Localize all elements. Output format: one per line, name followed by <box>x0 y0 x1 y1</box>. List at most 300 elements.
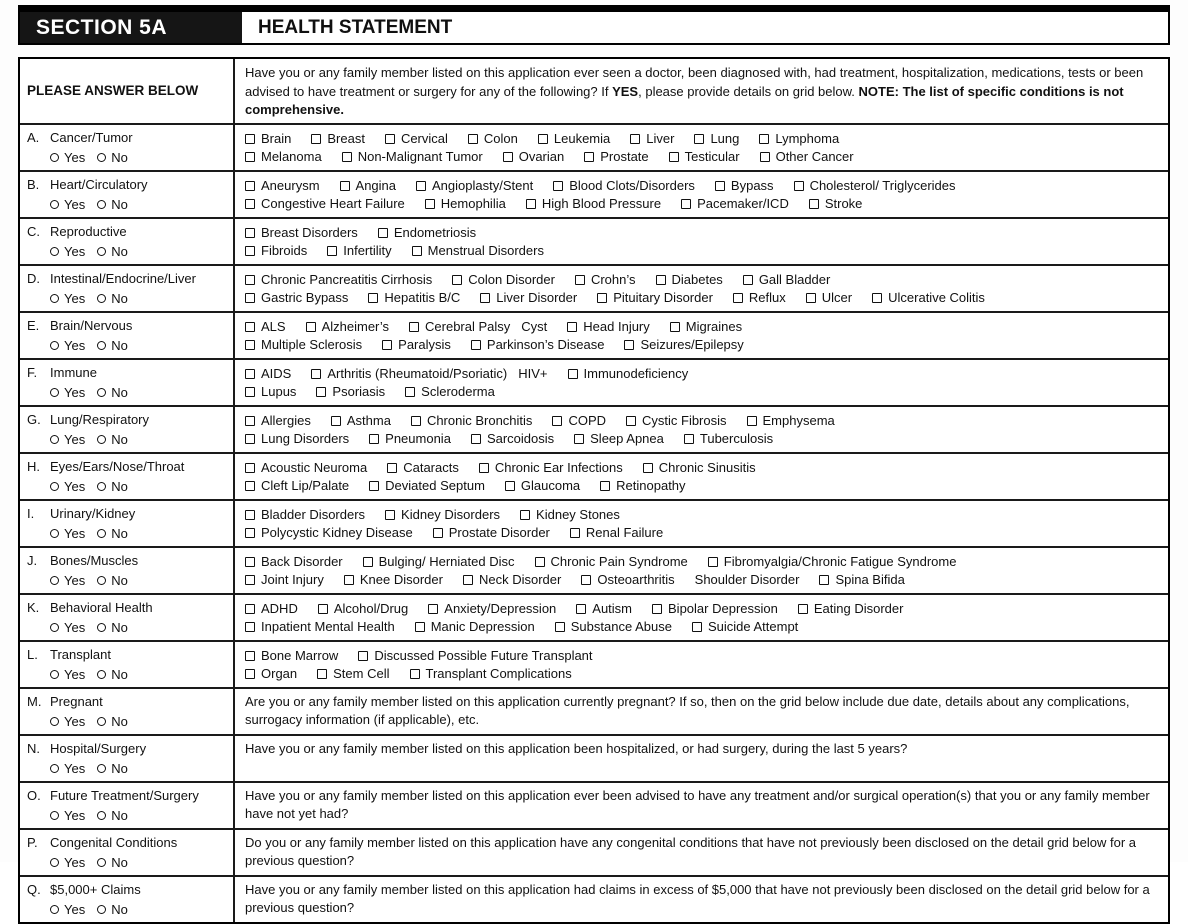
checkbox-icon[interactable] <box>245 322 255 332</box>
condition-item <box>245 430 349 448</box>
row-category-label: Intestinal/Endocrine/Liver <box>50 270 196 286</box>
condition-item <box>428 600 556 618</box>
condition-line <box>245 600 1160 618</box>
condition-label: Shoulder Disorder <box>694 571 800 587</box>
row-category-label: Behavioral Health <box>50 599 153 615</box>
condition-lines <box>245 458 1160 496</box>
yes-option[interactable] <box>50 525 85 543</box>
radio-icon[interactable] <box>50 153 59 162</box>
radio-icon[interactable] <box>97 153 106 162</box>
condition-label: HIV+ <box>518 365 548 381</box>
radio-icon[interactable] <box>97 811 106 820</box>
checkbox-icon[interactable] <box>245 434 255 444</box>
condition-item <box>317 665 389 683</box>
condition-item <box>576 600 632 618</box>
checkbox-icon[interactable] <box>327 246 337 256</box>
checkbox-icon[interactable] <box>245 228 255 238</box>
table-row <box>20 593 1168 640</box>
yes-option-label: Yes <box>64 666 86 682</box>
checkbox-icon[interactable] <box>311 369 321 379</box>
checkbox-icon[interactable] <box>872 293 882 303</box>
condition-line <box>245 195 1160 213</box>
table-row <box>20 405 1168 452</box>
row-letter: D. <box>27 270 40 286</box>
yes-option[interactable] <box>50 384 85 402</box>
checkbox-icon[interactable] <box>576 604 586 614</box>
condition-label: Inpatient Mental Health <box>261 618 395 634</box>
checkbox-icon[interactable] <box>656 275 666 285</box>
condition-item <box>570 524 663 542</box>
checkbox-icon[interactable] <box>480 293 490 303</box>
checkbox-icon[interactable] <box>245 134 255 144</box>
yes-option[interactable] <box>50 337 85 355</box>
radio-icon[interactable] <box>97 576 106 585</box>
checkbox-icon[interactable] <box>369 434 379 444</box>
row-category-label: Cancer/Tumor <box>50 129 133 145</box>
checkbox-icon[interactable] <box>416 181 426 191</box>
radio-icon[interactable] <box>50 482 59 491</box>
condition-item <box>311 365 507 383</box>
yes-option[interactable] <box>50 572 85 590</box>
condition-item <box>369 430 451 448</box>
checkbox-icon[interactable] <box>570 528 580 538</box>
yes-no-options <box>27 713 227 731</box>
condition-item <box>245 459 367 477</box>
checkbox-icon[interactable] <box>809 199 819 209</box>
checkbox-icon[interactable] <box>411 416 421 426</box>
checkbox-icon[interactable] <box>433 528 443 538</box>
radio-icon[interactable] <box>50 811 59 820</box>
condition-item <box>695 571 800 589</box>
yes-option[interactable] <box>50 431 85 449</box>
checkbox-icon[interactable] <box>463 575 473 585</box>
checkbox-icon[interactable] <box>245 481 255 491</box>
condition-label: Cystic Fibrosis <box>642 412 727 428</box>
checkbox-icon[interactable] <box>520 510 530 520</box>
row-letter: G. <box>27 411 41 427</box>
row-letter: B. <box>27 176 40 192</box>
yes-option-label: Yes <box>64 149 86 165</box>
checkbox-icon[interactable] <box>584 152 594 162</box>
checkbox-icon[interactable] <box>794 181 804 191</box>
no-option[interactable] <box>97 854 128 872</box>
condition-label: Back Disorder <box>261 553 343 569</box>
please-answer-label: PLEASE ANSWER BELOW <box>20 59 235 123</box>
condition-item <box>415 618 535 636</box>
radio-icon[interactable] <box>50 294 59 303</box>
yes-option[interactable] <box>50 290 85 308</box>
condition-line <box>245 571 1160 589</box>
checkbox-icon[interactable] <box>597 293 607 303</box>
checkbox-icon[interactable] <box>471 434 481 444</box>
checkbox-icon[interactable] <box>425 199 435 209</box>
yes-no-options <box>27 243 227 261</box>
checkbox-icon[interactable] <box>747 416 757 426</box>
no-option[interactable] <box>97 478 128 496</box>
checkbox-icon[interactable] <box>568 369 578 379</box>
row-category-cell <box>20 454 235 499</box>
row-conditions-cell <box>235 877 1168 922</box>
no-option-label: No <box>111 572 128 588</box>
checkbox-icon[interactable] <box>306 322 316 332</box>
checkbox-icon[interactable] <box>552 416 562 426</box>
condition-item <box>245 647 338 665</box>
checkbox-icon[interactable] <box>245 275 255 285</box>
condition-label: Cholesterol/ Triglycerides <box>809 177 956 193</box>
no-option[interactable] <box>97 384 128 402</box>
condition-item <box>567 318 649 336</box>
condition-lines <box>245 176 1160 214</box>
condition-line <box>245 459 1160 477</box>
row-category-cell <box>20 360 235 405</box>
condition-item <box>747 412 835 430</box>
checkbox-icon[interactable] <box>363 557 373 567</box>
condition-label: Immunodeficiency <box>583 365 689 381</box>
condition-item <box>538 130 610 148</box>
checkbox-icon[interactable] <box>245 416 255 426</box>
checkbox-icon[interactable] <box>316 387 326 397</box>
condition-label: Arthritis (Rheumatoid/Psoriatic) <box>327 365 508 381</box>
radio-icon[interactable] <box>97 435 106 444</box>
yes-option[interactable] <box>50 619 85 637</box>
radio-icon[interactable] <box>97 529 106 538</box>
no-option[interactable] <box>97 431 128 449</box>
checkbox-icon[interactable] <box>385 510 395 520</box>
checkbox-icon[interactable] <box>581 575 591 585</box>
radio-icon[interactable] <box>97 717 106 726</box>
condition-item <box>245 553 343 571</box>
condition-lines <box>245 505 1160 543</box>
radio-icon[interactable] <box>97 294 106 303</box>
condition-label: Osteoarthritis <box>597 571 675 587</box>
checkbox-icon[interactable] <box>385 134 395 144</box>
checkbox-icon[interactable] <box>428 604 438 614</box>
radio-icon[interactable] <box>50 670 59 679</box>
checkbox-icon[interactable] <box>760 152 770 162</box>
condition-label: Ovarian <box>518 148 565 164</box>
checkbox-icon[interactable] <box>715 181 725 191</box>
row-category-label: Immune <box>50 364 97 380</box>
condition-item <box>416 177 533 195</box>
checkbox-icon[interactable] <box>505 481 515 491</box>
condition-line <box>245 618 1160 636</box>
yes-no-options <box>27 290 227 308</box>
radio-icon[interactable] <box>50 435 59 444</box>
row-question-text: Have you or any family member listed on this application had claims in excess of $5,000 that have not previously been disclosed on the detail grid below for a previous question? <box>245 881 1150 915</box>
checkbox-icon[interactable] <box>245 669 255 679</box>
condition-label: Bipolar Depression <box>668 600 778 616</box>
radio-icon[interactable] <box>97 200 106 209</box>
checkbox-icon[interactable] <box>358 651 368 661</box>
checkbox-icon[interactable] <box>692 622 702 632</box>
condition-label: Ulcerative Colitis <box>888 289 985 305</box>
checkbox-icon[interactable] <box>245 246 255 256</box>
checkbox-icon[interactable] <box>412 246 422 256</box>
condition-item <box>425 195 506 213</box>
yes-option-label: Yes <box>64 525 86 541</box>
checkbox-icon[interactable] <box>340 181 350 191</box>
checkbox-icon[interactable] <box>245 152 255 162</box>
checkbox-icon[interactable] <box>669 152 679 162</box>
no-option[interactable] <box>97 666 128 684</box>
radio-icon[interactable] <box>97 388 106 397</box>
radio-icon[interactable] <box>50 858 59 867</box>
radio-icon[interactable] <box>97 482 106 491</box>
checkbox-icon[interactable] <box>733 293 743 303</box>
no-option-label: No <box>111 854 128 870</box>
row-letter: C. <box>27 223 40 239</box>
checkbox-icon[interactable] <box>555 622 565 632</box>
checkbox-icon[interactable] <box>806 293 816 303</box>
checkbox-icon[interactable] <box>452 275 462 285</box>
yes-option[interactable] <box>50 713 85 731</box>
checkbox-icon[interactable] <box>574 434 584 444</box>
no-option-label: No <box>111 337 128 353</box>
checkbox-icon[interactable] <box>311 134 321 144</box>
checkbox-icon[interactable] <box>245 604 255 614</box>
condition-line <box>245 412 1160 430</box>
yes-option[interactable] <box>50 760 85 778</box>
no-option[interactable] <box>97 525 128 543</box>
condition-item <box>733 289 786 307</box>
table-row <box>20 781 1168 828</box>
checkbox-icon[interactable] <box>245 528 255 538</box>
checkbox-icon[interactable] <box>415 622 425 632</box>
radio-icon[interactable] <box>97 858 106 867</box>
checkbox-icon[interactable] <box>368 293 378 303</box>
checkbox-icon[interactable] <box>743 275 753 285</box>
checkbox-icon[interactable] <box>684 434 694 444</box>
condition-label: Psoriasis <box>332 383 386 399</box>
checkbox-icon[interactable] <box>681 199 691 209</box>
yes-option-label: Yes <box>64 760 86 776</box>
condition-label: Stem Cell <box>333 665 390 681</box>
radio-icon[interactable] <box>50 764 59 773</box>
row-conditions-cell <box>235 172 1168 217</box>
condition-label: High Blood Pressure <box>541 195 662 211</box>
checkbox-icon[interactable] <box>410 669 420 679</box>
row-category-cell <box>20 595 235 640</box>
checkbox-icon[interactable] <box>245 340 255 350</box>
no-option-label: No <box>111 290 128 306</box>
condition-item <box>245 600 298 618</box>
checkbox-icon[interactable] <box>245 510 255 520</box>
row-category-label: Future Treatment/Surgery <box>50 787 199 803</box>
no-option[interactable] <box>97 713 128 731</box>
no-option[interactable] <box>97 572 128 590</box>
checkbox-icon[interactable] <box>630 134 640 144</box>
radio-icon[interactable] <box>50 341 59 350</box>
yes-option-label: Yes <box>64 854 86 870</box>
checkbox-icon[interactable] <box>405 387 415 397</box>
checkbox-icon[interactable] <box>535 557 545 567</box>
checkbox-icon[interactable] <box>245 622 255 632</box>
condition-label: Discussed Possible Future Transplant <box>374 647 593 663</box>
checkbox-icon[interactable] <box>378 228 388 238</box>
checkbox-icon[interactable] <box>643 463 653 473</box>
condition-label: Cataracts <box>403 459 459 475</box>
checkbox-icon[interactable] <box>503 152 513 162</box>
condition-line <box>245 224 1160 242</box>
yes-no-options <box>27 384 227 402</box>
condition-item <box>568 365 689 383</box>
yes-option[interactable] <box>50 196 85 214</box>
no-option[interactable] <box>97 901 128 919</box>
radio-icon[interactable] <box>50 529 59 538</box>
condition-label: Joint Injury <box>261 571 324 587</box>
checkbox-icon[interactable] <box>526 199 536 209</box>
checkbox-icon[interactable] <box>479 463 489 473</box>
condition-item <box>526 195 661 213</box>
table-row <box>20 734 1168 781</box>
checkbox-icon[interactable] <box>471 340 481 350</box>
checkbox-icon[interactable] <box>369 481 379 491</box>
checkbox-icon[interactable] <box>409 322 419 332</box>
yes-option[interactable] <box>50 478 85 496</box>
checkbox-icon[interactable] <box>759 134 769 144</box>
no-option[interactable] <box>97 337 128 355</box>
no-option-label: No <box>111 149 128 165</box>
condition-label: Neck Disorder <box>478 571 562 587</box>
checkbox-icon[interactable] <box>245 369 255 379</box>
no-option[interactable] <box>97 196 128 214</box>
row-letter: A. <box>27 129 40 145</box>
row-category-label: Congenital Conditions <box>50 834 178 850</box>
radio-icon[interactable] <box>97 341 106 350</box>
condition-label: Bulging/ Herniated Disc <box>378 553 515 569</box>
condition-label: Chronic Ear Infections <box>494 459 623 475</box>
checkbox-icon[interactable] <box>538 134 548 144</box>
condition-item <box>405 383 495 401</box>
condition-label: Transplant Complications <box>425 665 572 681</box>
checkbox-icon[interactable] <box>245 293 255 303</box>
radio-icon[interactable] <box>50 247 59 256</box>
checkbox-icon[interactable] <box>553 181 563 191</box>
condition-item <box>806 289 852 307</box>
checkbox-icon[interactable] <box>468 134 478 144</box>
checkbox-icon[interactable] <box>670 322 680 332</box>
condition-item <box>245 477 349 495</box>
checkbox-icon[interactable] <box>798 604 808 614</box>
condition-label: Diabetes <box>671 271 723 287</box>
checkbox-icon[interactable] <box>575 275 585 285</box>
radio-icon[interactable] <box>50 576 59 585</box>
checkbox-icon[interactable] <box>245 181 255 191</box>
checkbox-icon[interactable] <box>624 340 634 350</box>
yes-option[interactable] <box>50 666 85 684</box>
condition-label: Breast Disorders <box>261 224 358 240</box>
radio-icon[interactable] <box>97 670 106 679</box>
no-option[interactable] <box>97 619 128 637</box>
condition-item <box>584 148 648 166</box>
radio-icon[interactable] <box>97 623 106 632</box>
yes-option[interactable] <box>50 901 85 919</box>
row-category-label: Brain/Nervous <box>50 317 133 333</box>
yes-option-label: Yes <box>64 478 86 494</box>
condition-label: Fibromyalgia/Chronic Fatigue Syndrome <box>723 553 957 569</box>
checkbox-icon[interactable] <box>567 322 577 332</box>
checkbox-icon[interactable] <box>652 604 662 614</box>
checkbox-icon[interactable] <box>318 604 328 614</box>
condition-item <box>760 148 854 166</box>
row-category-cell <box>20 125 235 170</box>
row-category-label: Lung/Respiratory <box>50 411 149 427</box>
checkbox-icon[interactable] <box>245 557 255 567</box>
row-category-label: Reproductive <box>50 223 127 239</box>
condition-item <box>411 412 533 430</box>
radio-icon[interactable] <box>50 623 59 632</box>
no-option[interactable] <box>97 243 128 261</box>
radio-icon[interactable] <box>50 905 59 914</box>
checkbox-icon[interactable] <box>245 575 255 585</box>
condition-item <box>412 242 544 260</box>
radio-icon[interactable] <box>50 388 59 397</box>
checkbox-icon[interactable] <box>708 557 718 567</box>
radio-icon[interactable] <box>97 247 106 256</box>
no-option-label: No <box>111 713 128 729</box>
no-option[interactable] <box>97 149 128 167</box>
section-header <box>18 5 1170 45</box>
checkbox-icon[interactable] <box>245 651 255 661</box>
condition-line <box>245 553 1160 571</box>
radio-icon[interactable] <box>50 200 59 209</box>
no-option-label: No <box>111 525 128 541</box>
radio-icon[interactable] <box>97 905 106 914</box>
condition-label: Crohn’s <box>590 271 636 287</box>
condition-lines <box>245 599 1160 637</box>
condition-label: Pneumonia <box>385 430 451 446</box>
checkbox-icon[interactable] <box>344 575 354 585</box>
condition-item <box>245 148 322 166</box>
condition-line <box>245 318 1160 336</box>
yes-option[interactable] <box>50 243 85 261</box>
checkbox-icon[interactable] <box>245 199 255 209</box>
radio-icon[interactable] <box>50 717 59 726</box>
checkbox-icon[interactable] <box>342 152 352 162</box>
no-option[interactable] <box>97 760 128 778</box>
yes-option[interactable] <box>50 807 85 825</box>
checkbox-icon[interactable] <box>317 669 327 679</box>
yes-option[interactable] <box>50 149 85 167</box>
no-option[interactable] <box>97 807 128 825</box>
no-option[interactable] <box>97 290 128 308</box>
condition-item <box>553 177 695 195</box>
checkbox-icon[interactable] <box>245 387 255 397</box>
checkbox-icon[interactable] <box>387 463 397 473</box>
yes-option[interactable] <box>50 854 85 872</box>
row-category-cell <box>20 783 235 828</box>
checkbox-icon[interactable] <box>819 575 829 585</box>
yes-option-label: Yes <box>64 807 86 823</box>
checkbox-icon[interactable] <box>331 416 341 426</box>
row-category-label: Transplant <box>50 646 111 662</box>
checkbox-icon[interactable] <box>694 134 704 144</box>
condition-item <box>809 195 863 213</box>
condition-label: Kidney Disorders <box>401 506 501 522</box>
checkbox-icon[interactable] <box>382 340 392 350</box>
condition-item <box>624 336 743 354</box>
no-option-label: No <box>111 431 128 447</box>
checkbox-icon[interactable] <box>600 481 610 491</box>
radio-icon[interactable] <box>97 764 106 773</box>
condition-item <box>692 618 798 636</box>
checkbox-icon[interactable] <box>626 416 636 426</box>
condition-item <box>245 524 413 542</box>
condition-line <box>245 242 1160 260</box>
condition-item <box>368 289 460 307</box>
condition-item <box>552 412 606 430</box>
checkbox-icon[interactable] <box>245 463 255 473</box>
